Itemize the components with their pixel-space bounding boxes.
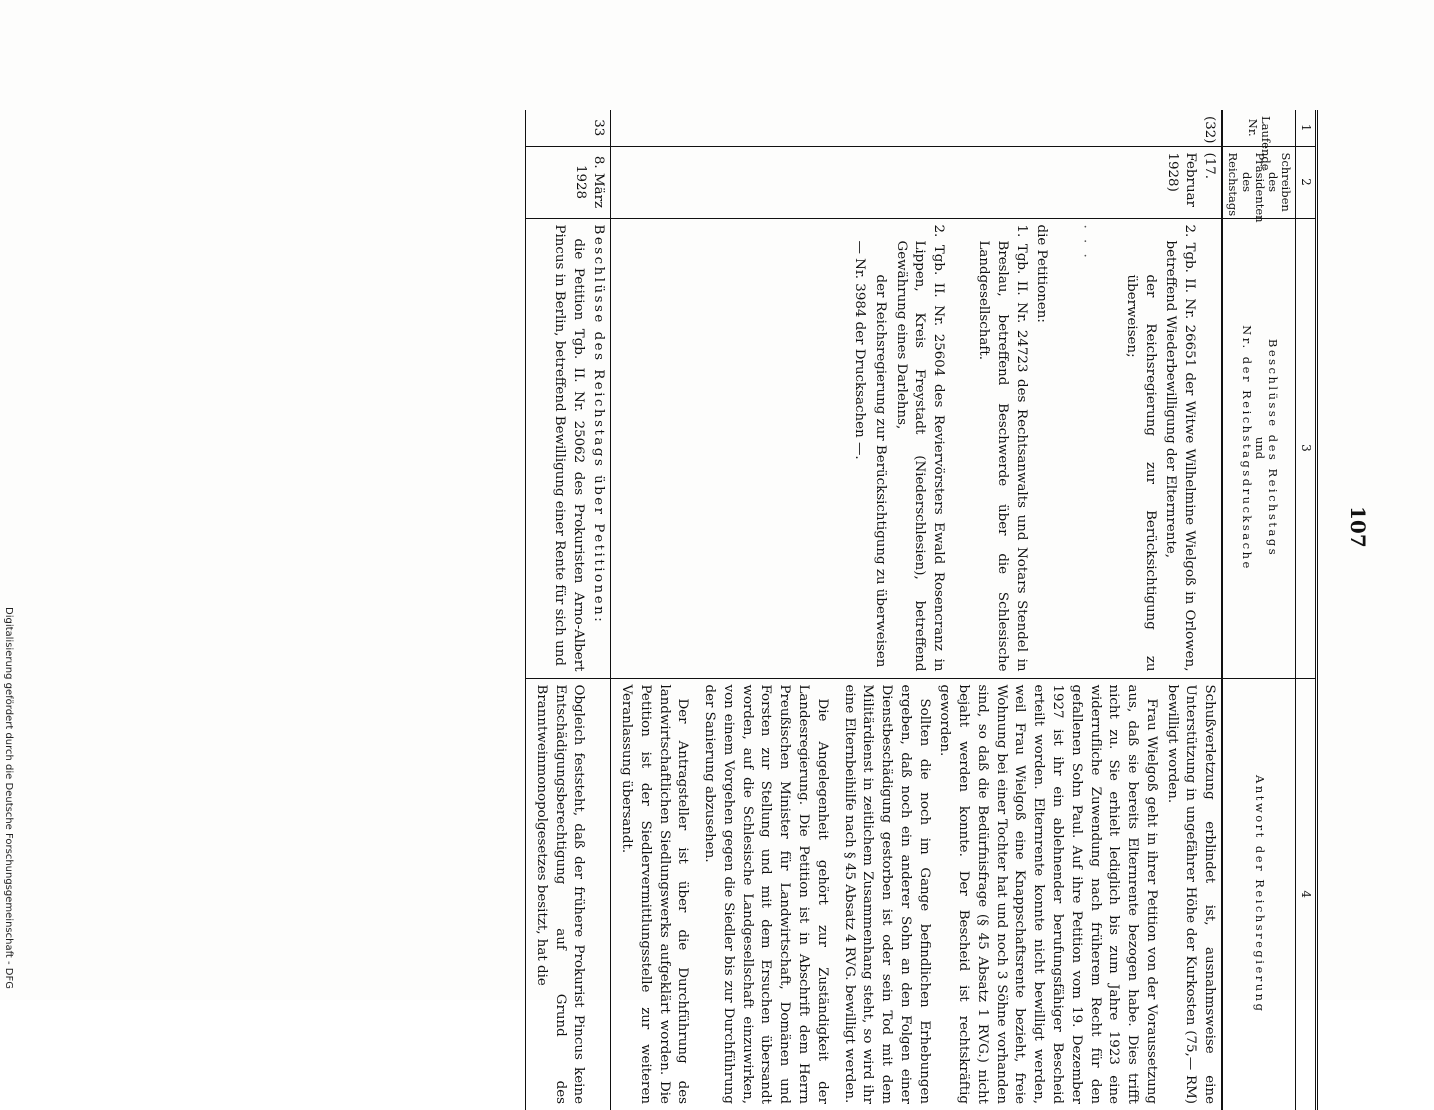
header-beschluesse-title: Beschlüsse des Reichstags	[1265, 338, 1280, 558]
header-antwort: Antwort der Reichsregierung	[1222, 678, 1296, 1110]
row-number: 33	[526, 110, 611, 146]
resolution-item: 2. Tgb. II. Nr. 25604 des Reviervörsters Ewald Rosencranz in Lippen, Kreis Freystadt (Niederschlesien), betreffend Gewährung eines Darlehns,	[893, 224, 947, 672]
row-date: 8. März 1928	[526, 146, 611, 218]
resolution-petitions-label: die Petitionen:	[1034, 224, 1050, 323]
dfg-watermark: Digitalisierung gefördert durch die Deutsche Forschungsgemeinschaft - DFG	[3, 607, 14, 990]
answer-paragraph: Obgleich feststeht, daß der frühere Prokurist Pincus keine Entschädigungsberechtigung auf Grund des Branntweinmonopolgesetzes besitzt, hat die	[533, 684, 587, 1104]
column-number: 1	[1296, 110, 1317, 146]
row-date: (17. Februar 1928)	[611, 146, 1222, 218]
header-laufende-nr: Laufende Nr.	[1222, 110, 1296, 146]
column-number: 3	[1296, 218, 1317, 678]
answer-cell	[526, 678, 611, 1110]
answer-paragraph: Die Angelegenheit gehört zur Zuständigkeit der Landesregierung. Die Petition ist in Abschrift dem Herrn Preußischen Minister für Landwirtschaft, Domänen und Forsten zur Stellung und mit dem Ersuchen übersandt worden, auf die Schlesische Landgesellschaft einzuwirken, von einem Vorgehen gegen die Siedler bis zur Durchführung der Sanierung abzusehen.	[702, 684, 830, 1104]
resolution-transfer: der Reichsregierung zur Berücksichtigung zu überweisen	[872, 274, 888, 668]
resolution-item: 1. Tgb. II. Nr. 24723 des Rechtsanwalts und Notars Stendel in Breslau, betreffend Beschwerde über die Schlesische Landgesellschaft.	[975, 224, 1029, 672]
header-beschluesse	[1222, 218, 1296, 678]
answer-paragraph: Schußverletzung erblindet ist, ausnahmsweise eine Unterstützung in ungefährer Höhe der Kurkosten (75,— RM) bewilligt worden.	[1164, 684, 1218, 1104]
resolution-title: Beschlüsse des Reichstags über Petitionen:	[591, 224, 607, 625]
table-row-33	[526, 110, 611, 1110]
row-number: (32)	[611, 110, 1222, 146]
petition-table	[525, 110, 1318, 1110]
drucksache-reference: — Nr. 3984 der Drucksachen —.	[852, 240, 868, 460]
answer-paragraph: Sollten die noch im Gange befindlichen Erhebungen ergeben, daß noch ein anderer Sohn an den Folgen einer Dienstbeschädigung gestorben ist oder sein Tod mit dem Militärdienst in zeitlichem Zusammenhang steht, so wird ihr eine Elternbeihilfe nach § 45 Absatz 4 RVG. bewilligt werden.	[841, 684, 932, 1104]
column-number: 4	[1296, 678, 1317, 1110]
resolution-item: 2. Tgb. II. Nr. 26651 der Witwe Wilhelmine Wielgoß in Orlowen, betreffend Wiederbewilligung der Elternrente,	[1163, 224, 1198, 672]
resolution-text: die Petition Tgb. II. Nr. 25062 des Prokuristen Arno-Albert Pincus in Berlin, betreffend Bewilligung einer Rente für sich und	[551, 224, 586, 672]
document-page	[150, 110, 1370, 1110]
resolution-transfer: der Reichsregierung zur Berücksichtigung zu überweisen;	[1123, 274, 1158, 672]
resolution-cell	[611, 218, 1222, 678]
header-beschluesse-und: und	[1252, 436, 1267, 460]
header-row	[1222, 110, 1296, 1110]
header-drucksache: Nr. der Reichstagsdrucksache	[1239, 325, 1254, 571]
answer-paragraph: Frau Wielgoß geht in ihrer Petition von der Voraussetzung aus, daß sie bereits Elternrente bezogen habe. Dies trifft nicht zu. Sie erhielt lediglich bis zum Jahre 1923 eine widerrufliche Zuwendung nach früherem Recht für den gefallenen Sohn Paul. Auf ihre Petition vom 19. Dezember 1927 ist ihr ein ablehnender berufungsfähiger Bescheid erteilt worden. Elternrente konnte nicht bewilligt werden, weil Frau Wielgoß eine Knappschaftsrente bezieht, freie Wohnung bei einer Tochter hat und noch 3 Söhne vorhanden sind, so daß die Bedürfnisfrage (§ 45 Absatz 1 RVG.) nicht bejaht werden konnte. Der Bescheid ist rechtskräftig geworden.	[937, 684, 1159, 1104]
column-number: 2	[1296, 146, 1317, 218]
resolution-cell	[526, 218, 611, 678]
answer-paragraph: Der Antragsteller ist über die Durchführung des landwirtschaftlichen Siedlungswerks aufgeklärt worden. Die Petition ist der Siedlervermittlungsstelle zur weiteren Veranlassung übersandt.	[619, 684, 691, 1104]
stray-marks: · · ·	[1077, 224, 1093, 261]
page-number: 107	[1346, 506, 1370, 548]
table-row-32	[611, 110, 1222, 1110]
header-schreiben: Schreiben des Präsidenten des Reichstags	[1222, 146, 1296, 218]
column-number-row	[1296, 110, 1317, 1110]
answer-cell	[611, 678, 1222, 1110]
